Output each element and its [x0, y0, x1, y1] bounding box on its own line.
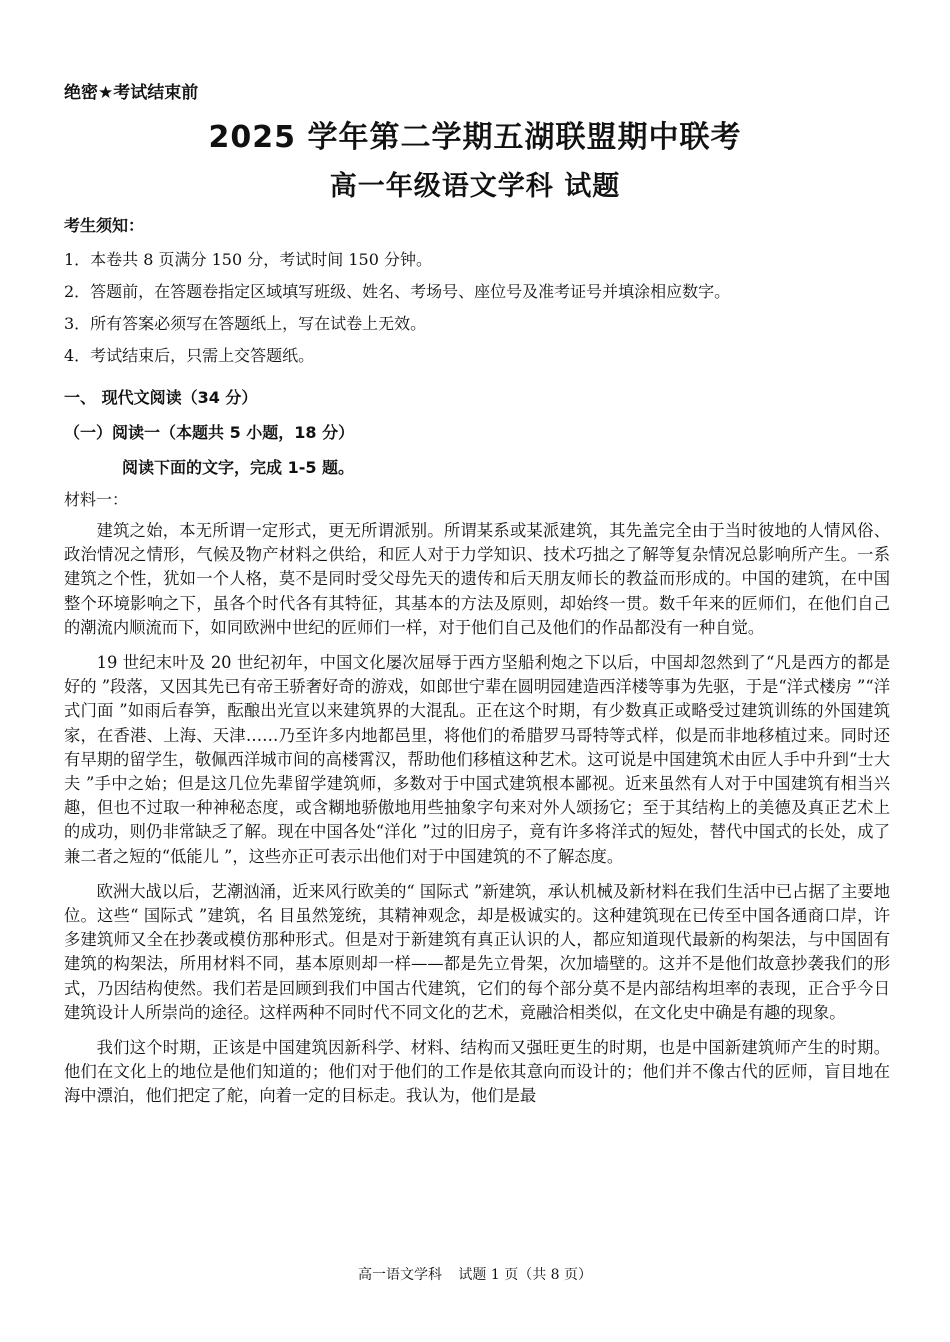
- reading-instruction: 阅读下面的文字，完成 1-5 题。: [122, 458, 355, 477]
- reading-passage: [64, 519, 890, 1120]
- footer-subject: 高一语文学科: [357, 1267, 442, 1283]
- exam-subtitle: 高一年级语文学科 试题: [329, 171, 621, 202]
- notice-heading: 考生须知：: [64, 216, 145, 235]
- passage-paragraph: 我们这个时期，正该是中国建筑因新科学、材料、结构而又强旺更生的时期，也是中国新建筑师产生的时期。他们在文化上的地位是他们知道的；他们对于他们的工作是依其意向而设计的；他们并不像古代的匠师，盲目地在海中漂泊，他们把定了舵，向着一定的目标走。我认为，他们是最: [64, 1038, 890, 1106]
- notice-item: 3．所有答案必须写在答题纸上，写在试卷上无效。: [64, 314, 427, 333]
- page-footer: [0, 1264, 950, 1284]
- sub-section-title: （一）阅读一（本题共 5 小题，18 分）: [64, 423, 355, 442]
- notice-item: 2．答题前，在答题卷指定区域填写班级、姓名、考场号、座位号及准考证号并填涂相应数字。: [64, 282, 731, 301]
- notice-list: [64, 244, 730, 372]
- notice-item: 4．考试结束后，只需上交答题纸。: [64, 346, 315, 365]
- passage-paragraph: 19 世纪末叶及 20 世纪初年，中国文化屡次屈辱于西方坚船利炮之下以后，中国却忽然到了“凡是西方的都是好的 ”段落，又因其先已有帝王骄奢好奇的游戏，如郎世宁辈在圆明园建造西洋楼等事为先驱，于是“洋式楼房 ”“洋式门面 ”如雨后春笋，酝酿出光宣以来建筑界的大混乱。正在这个时期，有少数真正或略受过建筑训练的外国建筑家，在香港、上海、天津……乃至许多内地都邑里，将他们的希腊罗马哥特等式样，似是而非地移植过来。同时还有早期的留学生，敬佩西洋城市间的高楼霄汉，帮助他们移植这种艺术。这可说是中国建筑术由匠人手中升到“士大夫 ”手中之始；但是这几位先辈留学建筑师，多数对于中国式建筑根本鄙视。近来虽然有人对于中国建筑有相当兴趣，但也不过取一种神秘态度，或含糊地骄傲地用些抽象字句来对外人颂扬它；至于其结构上的美德及真正艺术上的成功，则仍非常缺乏了解。现在中国各处“洋化 ”过的旧房子，竟有许多将洋式的短处，替代中国式的长处，成了兼二者之短的“低能儿 ”，这些亦正可表示出他们对于中国建筑的不了解态度。: [64, 653, 890, 866]
- footer-page-info: 试题 1 页（共 8 页）: [458, 1267, 593, 1283]
- confidential-mark: 绝密★考试结束前: [64, 83, 199, 103]
- exam-title: 2025 学年第二学期五湖联盟期中联考: [208, 120, 742, 155]
- notice-item: 1．本卷共 8 页满分 150 分，考试时间 150 分钟。: [64, 250, 432, 269]
- passage-paragraph: 建筑之始，本无所谓一定形式，更无所谓派别。所谓某系或某派建筑，其先盖完全由于当时彼地的人情风俗、政治情况之情形，气候及物产材料之供给，和匠人对于力学知识、技术巧拙之了解等复杂情况总影响所产生。一系建筑之个性，犹如一个人格，莫不是同时受父母先天的遗传和后天朋友师长的教益而形成的。中国的建筑，在中国整个环境影响之下，虽各个时代各有其特征，其基本的方法及原则，却始终一贯。数千年来的匠师们，在他们自己的潮流内顺流而下，如同欧洲中世纪的匠师们一样，对于他们自己及他们的作品都没有一种自觉。: [64, 521, 890, 637]
- material-label: 材料一：: [64, 490, 129, 509]
- part-title: 一、 现代文阅读（34 分）: [64, 388, 258, 407]
- passage-paragraph: 欧洲大战以后，艺潮汹涌，近来风行欧美的“ 国际式 ”新建筑，承认机械及新材料在我们生活中已占据了主要地位。这些“ 国际式 ”建筑，名 目虽然笼统，其精神观念，却是极诚实的。这种建筑现在已传至中国各通商口岸，许多建筑师又全在抄袭或模仿那种形式。但是对于新建筑有真正认识的人，都应知道现代最新的构架法，与中国固有建筑的构架法，所用材料不同，基本原则却一样——都是先立骨架，次加墙壁的。这并不是他们故意抄袭我们的形式，乃因结构使然。我们若是回顾到我们中国古代建筑，它们的每个部分莫不是内部结构坦率的表现，正合乎今日建筑设计人所崇尚的途径。这样两种不同时代不同文化的艺术，竟融洽相类似，在文化史中确是有趣的现象。: [64, 881, 890, 1022]
